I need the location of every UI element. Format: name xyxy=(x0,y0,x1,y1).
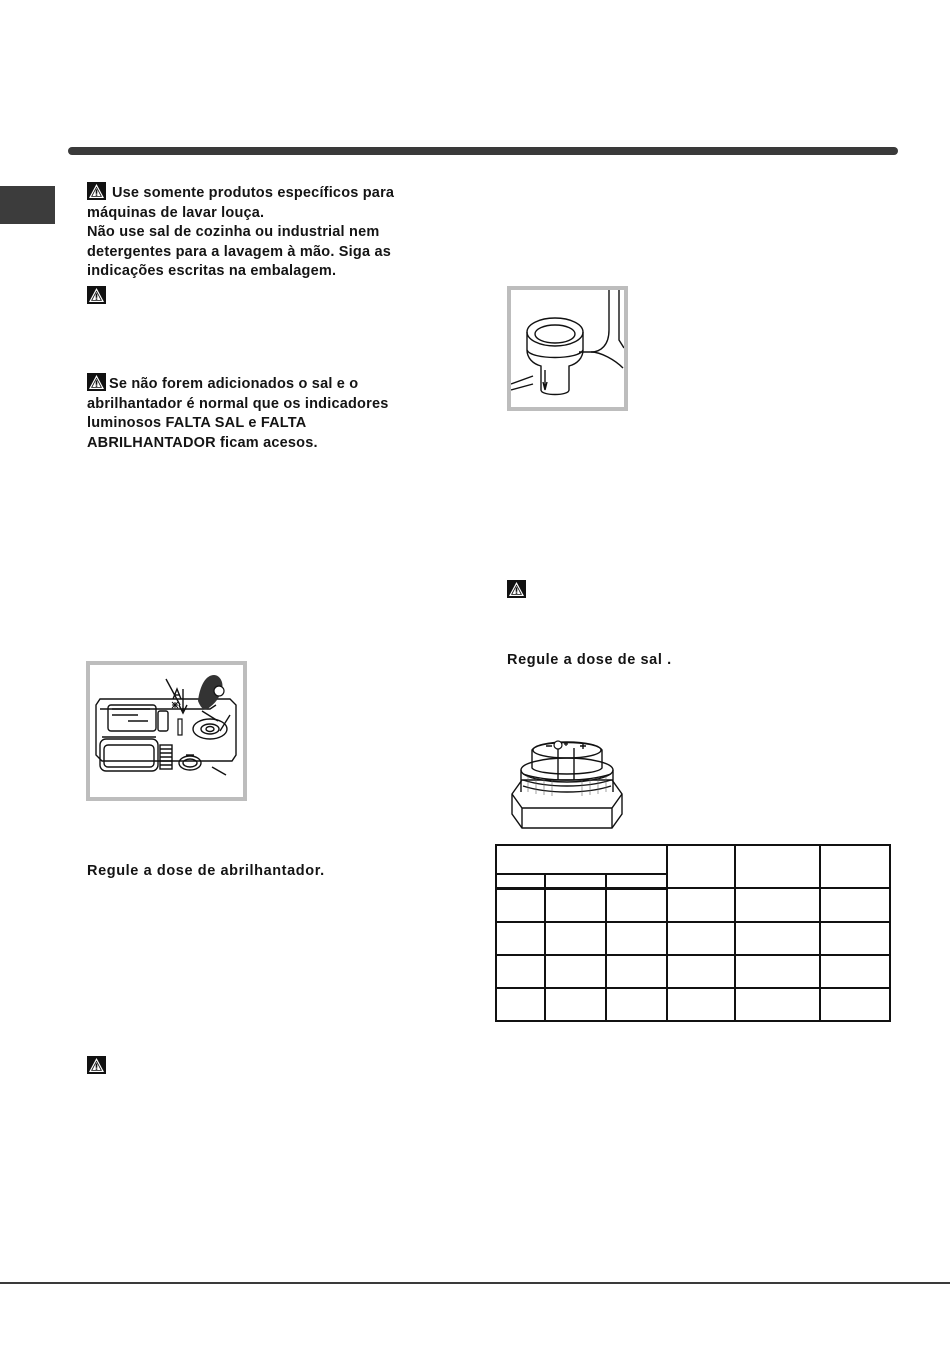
table-subheader-cell xyxy=(545,874,607,888)
bottom-rule xyxy=(0,1282,950,1284)
table-row xyxy=(496,888,890,922)
warning-products-line3: Não use sal de cozinha ou industrial nem xyxy=(87,224,380,240)
warning-indicators-line1: Se não forem adicionados o sal e o xyxy=(109,376,359,392)
water-hardness-table xyxy=(495,844,891,1022)
language-tab xyxy=(0,186,55,224)
table-row xyxy=(496,955,890,988)
warning-triangle-icon xyxy=(87,182,106,200)
warning-products-line4: detergentes para a lavagem à mão. Siga as xyxy=(87,243,391,260)
table-header-cell xyxy=(496,845,667,874)
warning-triangle-icon xyxy=(87,373,106,391)
warning-products-block xyxy=(87,182,412,282)
warning-indicators-line2: abrilhantador é normal que os indicadores xyxy=(87,395,389,412)
table-row xyxy=(496,922,890,955)
dispenser-drawing xyxy=(90,665,243,797)
warning-products-line1: Use somente produtos específicos para xyxy=(112,185,395,201)
warning-triangle-icon xyxy=(507,580,526,598)
table-subheader-cell xyxy=(496,874,545,888)
warning-triangle-icon xyxy=(87,1056,106,1074)
warning-products-line5: indicações escritas na embalagem. xyxy=(87,263,337,279)
salt-reservoir-drawing xyxy=(511,290,624,407)
table-header-cell xyxy=(820,845,890,888)
warning-triangle-icon xyxy=(87,286,106,304)
warning-indicators-line3: luminosos FALTA SAL e FALTA xyxy=(87,415,307,431)
warning-products-line2: máquinas de lavar louça. xyxy=(87,204,265,221)
salt-reservoir-illustration xyxy=(507,286,628,411)
table-header-cell xyxy=(667,845,735,888)
rinse-aid-heading: Regule a dose de abrilhantador. xyxy=(87,863,325,879)
top-rule xyxy=(68,147,898,155)
warning-indicators-block xyxy=(87,373,412,453)
warning-indicators-line4: ABRILHANTADOR ficam acesos. xyxy=(87,434,318,451)
table-row xyxy=(496,988,890,1021)
table-header-cell xyxy=(735,845,821,888)
dispenser-illustration xyxy=(86,661,247,801)
salt-heading: Regule a dose de sal . xyxy=(507,652,672,668)
salt-regulator-illustration xyxy=(508,730,628,834)
table-subheader-cell xyxy=(606,874,667,888)
